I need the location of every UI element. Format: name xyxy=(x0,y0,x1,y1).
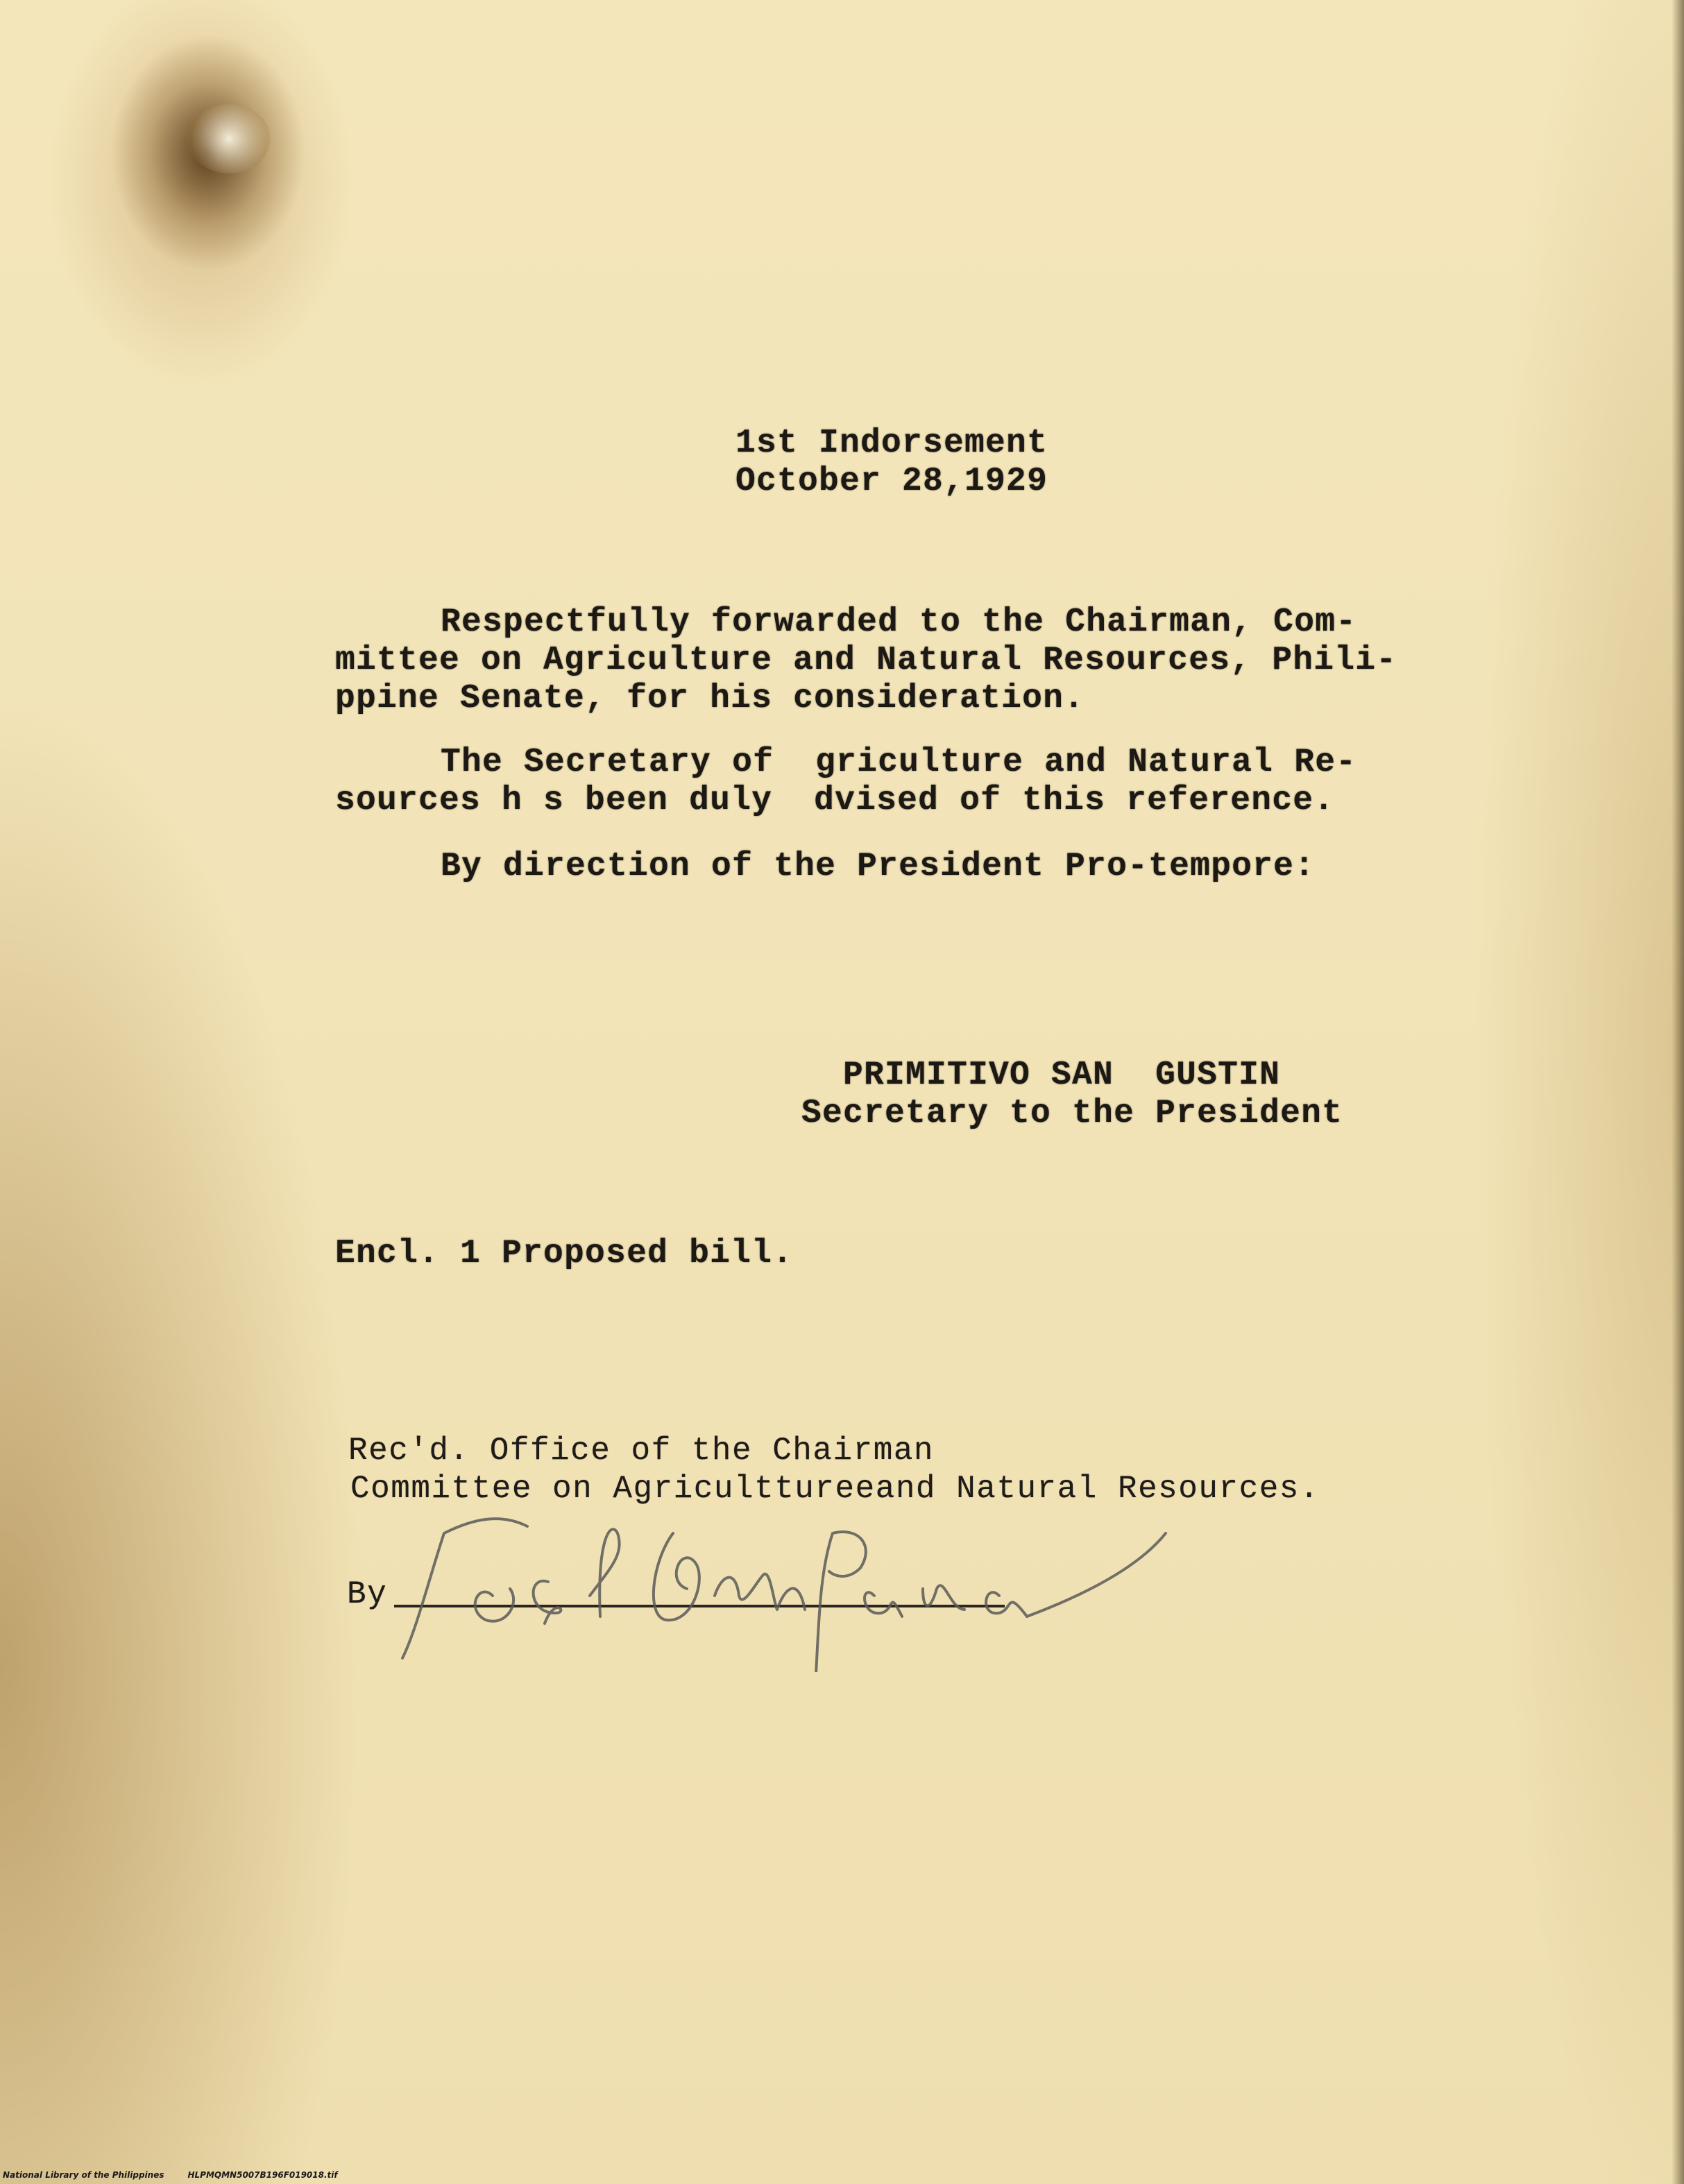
enclosure-note: Encl. 1 Proposed bill. xyxy=(335,1235,794,1272)
footer-library: National Library of the Philippines xyxy=(3,2170,164,2180)
footer-filename: HLPMQMN5007B196F019018.tif xyxy=(187,2170,338,2180)
burn-mark xyxy=(187,104,271,173)
page-edge-shadow xyxy=(1672,0,1684,2184)
body-para3: By direction of the President Pro-tempore: xyxy=(441,848,1316,885)
signatory-name: PRIMITIVO SAN GUSTIN xyxy=(843,1057,1281,1094)
receipt-line2: Committee on Agriculttureeand Natural Resources. xyxy=(350,1471,1320,1507)
indorsement-title: 1st Indorsement xyxy=(735,425,1048,462)
receipt-by-label: By xyxy=(347,1576,388,1612)
body-para1-line2: mittee on Agriculture and Natural Resources, Phili- xyxy=(335,642,1397,679)
body-para2-line2: sources h s been duly dvised of this reference. xyxy=(335,782,1335,819)
body-para1-line1: Respectfully forwarded to the Chairman, Com- xyxy=(441,604,1357,641)
indorsement-date: October 28,1929 xyxy=(735,463,1048,500)
archive-footer xyxy=(3,2170,362,2180)
body-para2-line1: The Secretary of griculture and Natural Re- xyxy=(441,744,1357,781)
handwritten-signature xyxy=(389,1492,1180,1672)
receipt-line1: Rec'd. Office of the Chairman xyxy=(348,1433,935,1469)
body-para1-line3: ppine Senate, for his consideration. xyxy=(335,680,1085,717)
signatory-title: Secretary to the President xyxy=(801,1095,1343,1132)
